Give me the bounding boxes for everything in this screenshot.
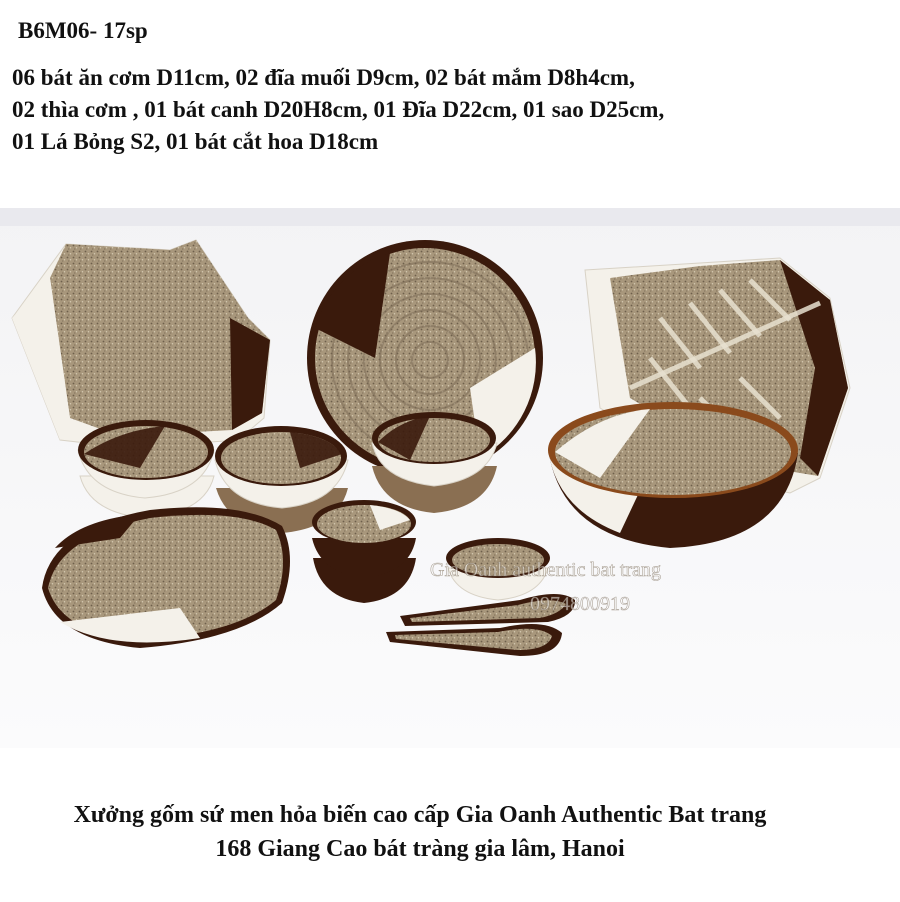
product-code: B6M06- 17sp bbox=[18, 18, 148, 43]
watermark-name: Gia Oanh authentic bat trang bbox=[430, 559, 662, 581]
product-specs bbox=[12, 62, 892, 158]
workshop-name: Xưởng gốm sứ men hỏa biến cao cấp Gia Oanh Authentic Bat trang bbox=[73, 802, 767, 828]
rice-bowl-stack-1 bbox=[78, 420, 214, 518]
footer bbox=[0, 798, 840, 866]
watermark-phone: 0974800919 bbox=[530, 593, 630, 615]
workshop-address: 168 Giang Cao bát tràng gia lâm, Hanoi bbox=[215, 836, 625, 862]
product-photo bbox=[0, 208, 900, 748]
spec-line: 06 bát ăn cơm D11cm, 02 đĩa muối D9cm, 02 bát mắm D8h4cm, bbox=[12, 65, 635, 90]
spec-line: 01 Lá Bỏng S2, 01 bát cắt hoa D18cm bbox=[12, 129, 379, 154]
sauce-bowl-stack bbox=[312, 500, 416, 603]
spec-line: 02 thìa cơm , 01 bát canh D20H8cm, 01 Đĩa D22cm, 01 sao D25cm, bbox=[12, 97, 665, 122]
